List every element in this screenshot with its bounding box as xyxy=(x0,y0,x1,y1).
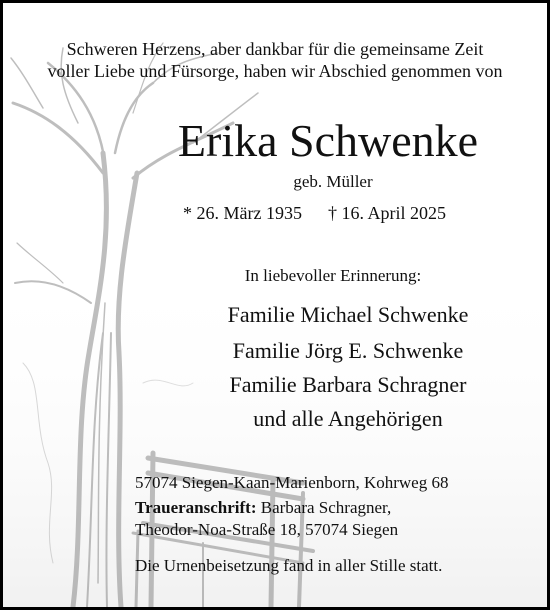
maiden-name: geb. Müller xyxy=(293,172,373,191)
closing-note: Die Urnenbeisetzung fand in aller Stille statt. xyxy=(135,556,443,575)
life-dates xyxy=(183,201,446,225)
intro-line: voller Liebe und Fürsorge, haben wir Abschied genommen von xyxy=(47,61,503,81)
mourning-contact-name: Barbara Schragner, xyxy=(260,498,392,517)
death-date: † 16. April 2025 xyxy=(327,203,446,223)
mourning-address-label: Traueranschrift: xyxy=(135,498,257,517)
deceased-name: Erika Schwenke xyxy=(177,115,479,166)
intro-line: Schweren Herzens, aber dankbar für die gemeinsame Zeit xyxy=(66,39,484,59)
mourner-family: Familie Jörg E. Schwenke xyxy=(232,338,464,363)
mourning-address xyxy=(135,497,391,519)
mourning-street: Theodor-Noa-Straße 18, 57074 Siegen xyxy=(135,520,399,539)
birth-date: * 26. März 1935 xyxy=(183,203,302,223)
mourner-family: Familie Barbara Schragner xyxy=(229,372,467,397)
mourner-family: und alle Angehörigen xyxy=(253,406,443,431)
remembrance-heading: In liebevoller Erinnerung: xyxy=(244,266,422,285)
mourner-family: Familie Michael Schwenke xyxy=(227,302,469,327)
residence-address: 57074 Siegen-Kaan-Marienborn, Kohrweg 68 xyxy=(135,473,449,492)
